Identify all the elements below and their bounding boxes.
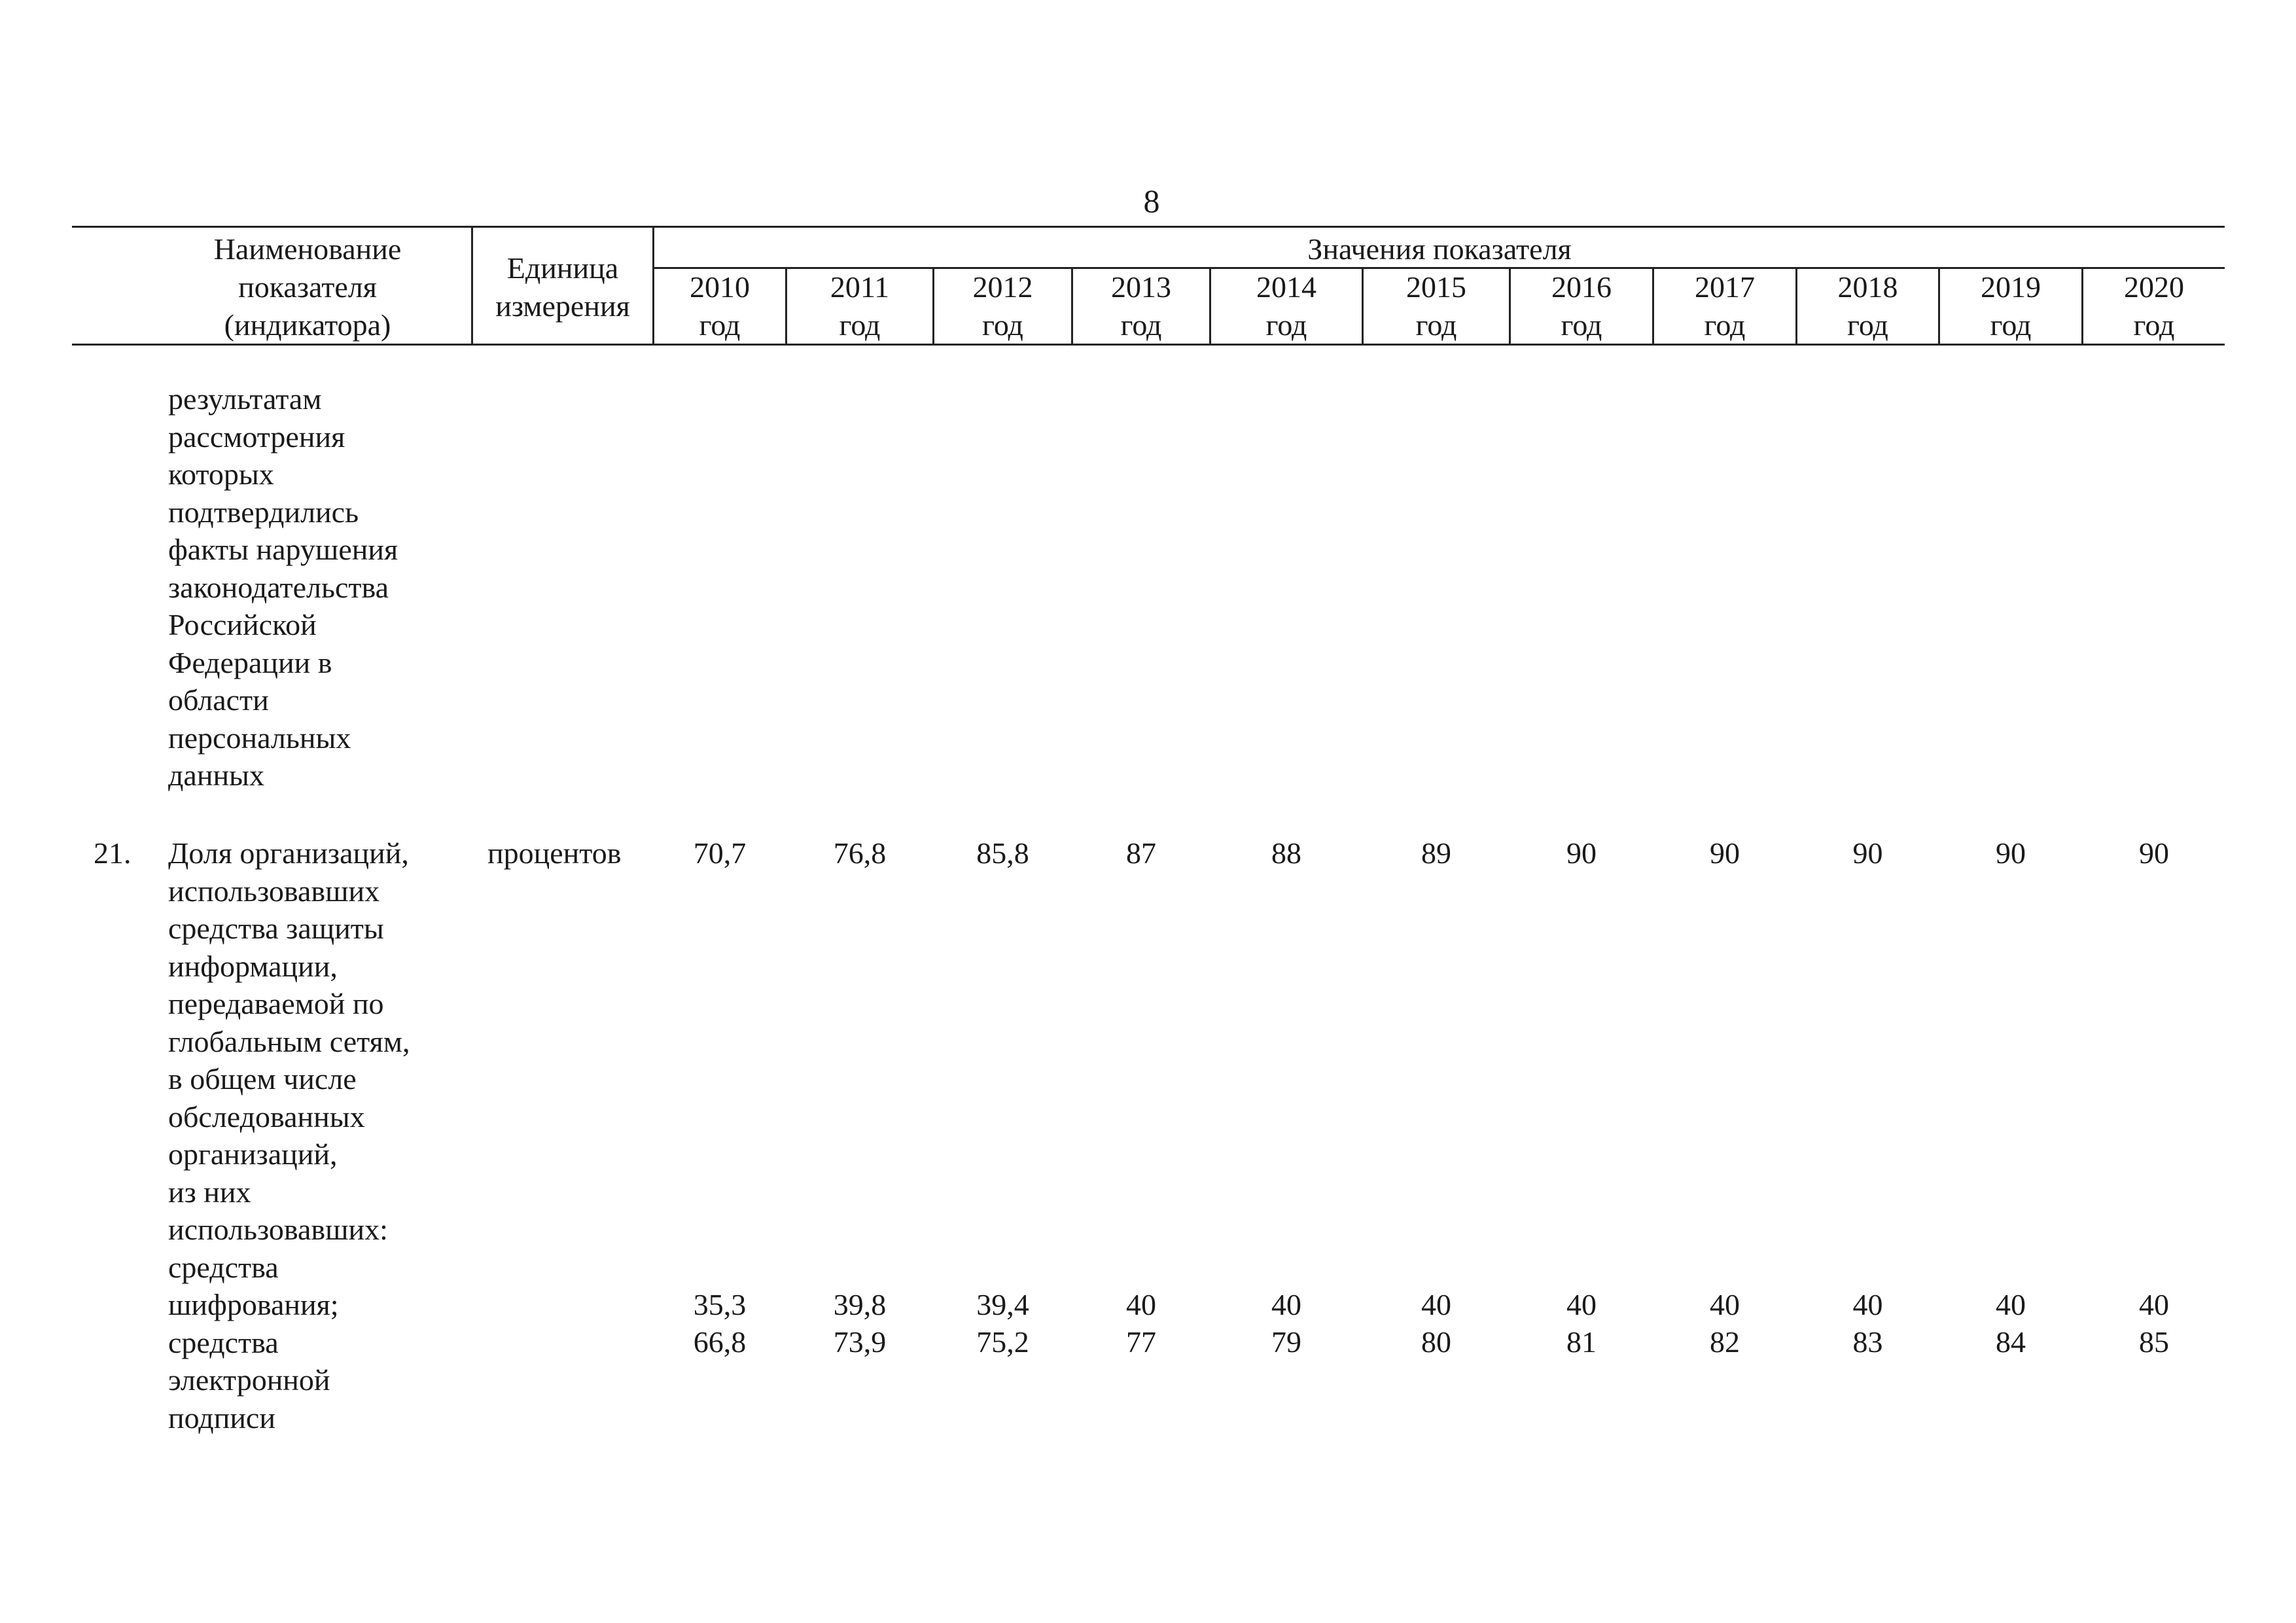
year-header-cell bbox=[1073, 268, 1209, 344]
name-line: средства bbox=[168, 1325, 279, 1359]
name-line: передаваемой по bbox=[168, 987, 384, 1020]
value-cell: 90 bbox=[1710, 836, 1740, 870]
value-cell: 88 bbox=[1271, 836, 1301, 870]
encryption-value-cell: 40 bbox=[1566, 1288, 1597, 1321]
year-word: год bbox=[1265, 308, 1307, 342]
unit-cell: процентов bbox=[487, 836, 622, 870]
signature-value-cell: 82 bbox=[1710, 1325, 1740, 1359]
year-word: год bbox=[2133, 308, 2175, 342]
signature-value-cell: 84 bbox=[1996, 1325, 2026, 1359]
header-unit-col bbox=[473, 249, 652, 325]
name-line: средства защиты bbox=[168, 912, 384, 945]
value-cell: 70,7 bbox=[693, 836, 747, 870]
year-word: год bbox=[1415, 308, 1457, 342]
encryption-value-cell: 40 bbox=[1271, 1288, 1301, 1321]
year-label: 2014 bbox=[1256, 270, 1316, 304]
year-label: 2019 bbox=[1981, 270, 2041, 304]
name-line: Федерации в bbox=[168, 645, 332, 679]
year-word: год bbox=[982, 308, 1023, 342]
year-label: 2020 bbox=[2124, 270, 2184, 304]
encryption-value-cell: 40 bbox=[1126, 1288, 1156, 1321]
year-header-cell bbox=[1654, 268, 1795, 344]
name-line: использовавших: bbox=[168, 1213, 388, 1246]
name-line: средства bbox=[168, 1250, 279, 1284]
name-line: глобальным сетям, bbox=[168, 1024, 410, 1058]
year-header-cell bbox=[1511, 268, 1652, 344]
name-line: факты нарушения bbox=[168, 533, 398, 566]
encryption-value-cell: 39,8 bbox=[833, 1288, 887, 1321]
name-line: результатам bbox=[168, 382, 322, 416]
header-name-line: (индикатора) bbox=[224, 308, 391, 342]
continuation-name bbox=[168, 380, 398, 794]
name-line: которых bbox=[168, 457, 274, 491]
year-label: 2018 bbox=[1837, 270, 1898, 304]
name-line: информации, bbox=[168, 949, 338, 983]
year-word: год bbox=[839, 308, 881, 342]
encryption-value-cell: 40 bbox=[1421, 1288, 1451, 1321]
name-line: персональных bbox=[168, 721, 351, 755]
year-header-cell bbox=[1211, 268, 1362, 344]
table-top-rule bbox=[72, 226, 2225, 228]
signature-value-cell: 80 bbox=[1421, 1325, 1451, 1359]
year-label: 2010 bbox=[690, 270, 750, 304]
year-word: год bbox=[1990, 308, 2032, 342]
year-header-cell bbox=[787, 268, 932, 344]
value-cell: 85,8 bbox=[976, 836, 1029, 870]
name-line: шифрования; bbox=[168, 1288, 339, 1321]
value-cell: 89 bbox=[1421, 836, 1451, 870]
encryption-value-cell: 40 bbox=[1852, 1288, 1883, 1321]
value-cell: 76,8 bbox=[833, 836, 887, 870]
name-line: обследованных bbox=[168, 1099, 365, 1133]
name-line: подписи bbox=[168, 1400, 275, 1435]
year-header-cell bbox=[654, 268, 785, 344]
year-label: 2015 bbox=[1406, 270, 1466, 304]
year-word: год bbox=[1847, 308, 1888, 342]
name-line: законодательства bbox=[168, 570, 389, 604]
year-word: год bbox=[699, 308, 741, 342]
encryption-value-cell: 40 bbox=[1710, 1288, 1740, 1321]
name-line: электронной bbox=[168, 1363, 330, 1397]
value-cell: 87 bbox=[1126, 836, 1156, 870]
signature-value-cell: 73,9 bbox=[833, 1325, 887, 1359]
year-header-cell bbox=[2083, 268, 2225, 344]
name-line: области bbox=[168, 683, 269, 717]
value-cell: 90 bbox=[2139, 836, 2169, 870]
year-label: 2016 bbox=[1551, 270, 1612, 304]
name-line: данных bbox=[168, 758, 264, 792]
year-label: 2011 bbox=[830, 270, 890, 304]
signature-value-cell: 83 bbox=[1852, 1325, 1883, 1359]
header-values-title: Значения показателя bbox=[1307, 232, 1572, 266]
year-header-cell bbox=[1940, 268, 2081, 344]
signature-value-cell: 75,2 bbox=[976, 1325, 1029, 1359]
name-line: рассмотрения bbox=[168, 419, 345, 454]
signature-value-cell: 81 bbox=[1566, 1325, 1597, 1359]
header-name-line: Наименование bbox=[213, 232, 402, 266]
name-line: использовавших bbox=[168, 874, 380, 908]
signature-value-cell: 77 bbox=[1126, 1325, 1156, 1359]
value-cell: 90 bbox=[1566, 836, 1597, 870]
signature-value-cell: 66,8 bbox=[693, 1325, 747, 1359]
value-cell: 90 bbox=[1852, 836, 1883, 870]
signature-value-cell: 79 bbox=[1271, 1325, 1301, 1359]
year-header-cell bbox=[1364, 268, 1509, 344]
year-header-cell bbox=[934, 268, 1071, 344]
signature-value-cell: 85 bbox=[2139, 1325, 2169, 1359]
name-line: организаций, bbox=[168, 1137, 338, 1171]
year-label: 2013 bbox=[1111, 270, 1171, 304]
page-number: 8 bbox=[1143, 183, 1160, 219]
row-number: 21. bbox=[94, 836, 132, 870]
name-line: подтвердились bbox=[168, 495, 359, 529]
encryption-value-cell: 35,3 bbox=[693, 1288, 747, 1321]
header-unit-line: измерения bbox=[495, 289, 630, 323]
name-line: из них bbox=[168, 1175, 251, 1209]
year-header-cell bbox=[1797, 268, 1938, 344]
name-line: Российской bbox=[168, 608, 317, 641]
name-line: Доля организаций, bbox=[168, 836, 409, 870]
year-label: 2017 bbox=[1695, 270, 1755, 304]
header-unit-line: Единица bbox=[506, 251, 619, 285]
year-label: 2012 bbox=[972, 270, 1033, 304]
year-word: год bbox=[1120, 308, 1162, 342]
encryption-value-cell: 40 bbox=[2139, 1288, 2169, 1321]
year-word: год bbox=[1561, 308, 1602, 342]
row-21-name bbox=[168, 834, 410, 1436]
encryption-value-cell: 40 bbox=[1996, 1288, 2026, 1321]
header-name-col bbox=[170, 230, 445, 344]
header-name-line: показателя bbox=[238, 270, 377, 304]
name-line: в общем числе bbox=[168, 1062, 357, 1096]
year-word: год bbox=[1704, 308, 1746, 342]
value-cell: 90 bbox=[1996, 836, 2026, 870]
encryption-value-cell: 39,4 bbox=[976, 1288, 1029, 1321]
